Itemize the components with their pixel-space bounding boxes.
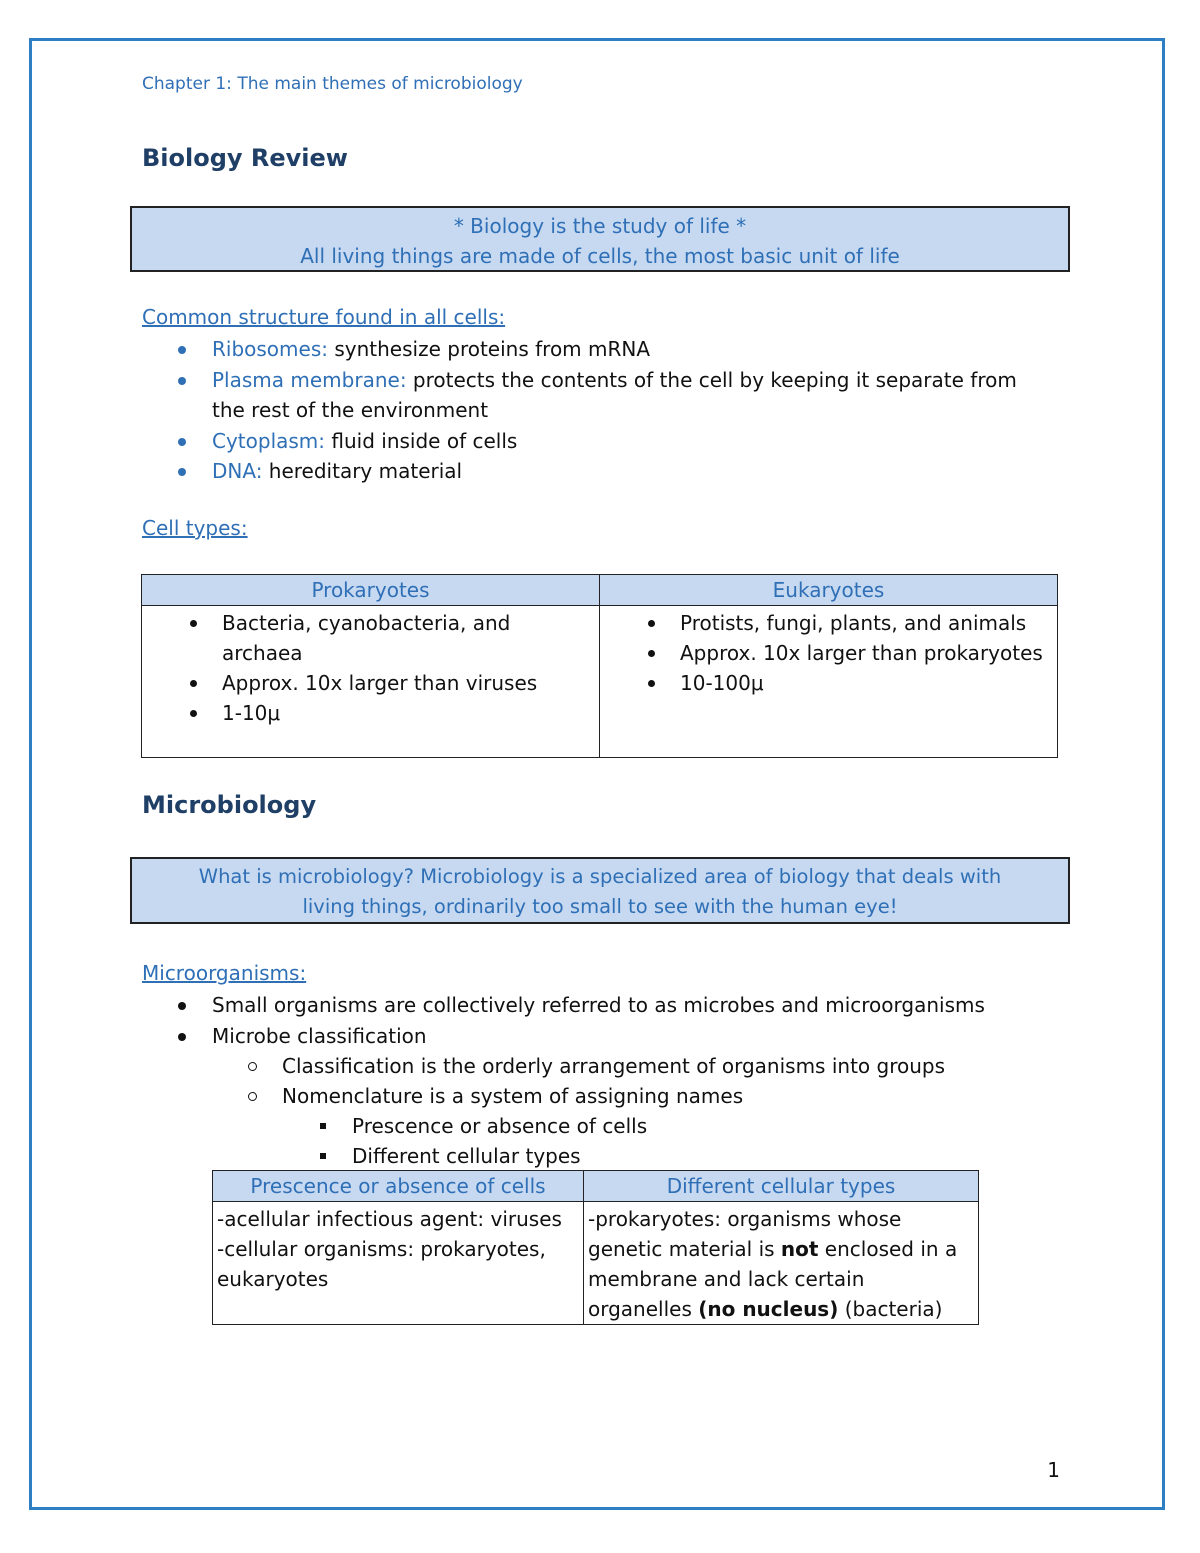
list-item: Protists, fungi, plants, and animals (600, 608, 1057, 638)
term: Plasma membrane: (212, 367, 407, 392)
classification-sublist (142, 1051, 1102, 1111)
section-title-biology-review: Biology Review (142, 144, 348, 172)
chapter-header: Chapter 1: The main themes of microbiology (142, 74, 523, 94)
bold-text: not (780, 1237, 819, 1261)
text: (bacteria) (838, 1297, 943, 1321)
list-item: Prescence or absence of cells (142, 1111, 1102, 1141)
table-header-eukaryotes: Eukaryotes (600, 575, 1058, 606)
callout-line-2: All living things are made of cells, the most basic unit of life (300, 244, 900, 268)
table-header-cellular-types: Different cellular types (584, 1171, 979, 1202)
cellular-types-cell (584, 1202, 979, 1325)
list-item: Different cellular types (142, 1141, 1102, 1171)
list-item: 1-10μ (142, 698, 599, 728)
text-line: -acellular infectious agent: viruses (217, 1207, 562, 1231)
desc: synthesize proteins from mRNA (328, 337, 651, 361)
text: -prokaryotes: organisms whose genetic material is (588, 1207, 902, 1261)
list-item: Bacteria, cyanobacteria, and archaea (142, 608, 599, 668)
callout-line-1: * Biology is the study of life * (453, 214, 747, 238)
presence-cell (213, 1202, 584, 1325)
text-line: -cellular organisms: prokaryotes, eukaryotes (217, 1237, 546, 1291)
desc: fluid inside of cells (325, 428, 518, 453)
list-item (142, 334, 1042, 365)
common-structure-heading: Common structure found in all cells: (142, 305, 506, 329)
section-title-microbiology: Microbiology (142, 791, 317, 819)
term: DNA: (212, 459, 263, 483)
eukaryotes-cell (600, 606, 1058, 758)
classification-table (212, 1170, 979, 1325)
nomenclature-sublist (142, 1111, 1102, 1171)
structure-list (142, 334, 1042, 487)
table-header-prokaryotes: Prokaryotes (142, 575, 600, 606)
list-item (142, 426, 1042, 457)
table-header-presence: Prescence or absence of cells (213, 1171, 584, 1202)
desc: hereditary material (262, 459, 463, 483)
callout-microbiology (130, 857, 1070, 924)
page-number: 1 (1047, 1458, 1060, 1482)
desc: protects the contents of the cell by keeping it separate from the rest of the environment (212, 367, 1017, 422)
list-item: 10-100μ (600, 668, 1057, 698)
list-item: Small organisms are collectively referred to as microbes and microorganisms (142, 990, 1102, 1021)
microorganisms-heading: Microorganisms: (142, 961, 307, 985)
callout-line-1: What is microbiology? Microbiology is a specialized area of biology that deals with (198, 865, 1002, 888)
list-item: Approx. 10x larger than viruses (142, 668, 599, 698)
term: Cytoplasm: (212, 428, 326, 453)
list-item: Approx. 10x larger than prokaryotes (600, 638, 1057, 668)
bold-text: (no nucleus) (698, 1297, 839, 1321)
callout-line-2: living things, ordinarily too small to see with the human eye! (302, 895, 898, 918)
list-item: Nomenclature is a system of assigning names (142, 1081, 1102, 1111)
microorganisms-list (142, 990, 1102, 1051)
list-item (142, 365, 1042, 426)
prokaryotes-cell (142, 606, 600, 758)
list-item: Microbe classification (142, 1021, 1102, 1052)
cell-types-heading: Cell types: (142, 516, 248, 540)
term: Ribosomes: (212, 337, 328, 361)
list-item (142, 456, 1042, 487)
list-item: Classification is the orderly arrangement of organisms into groups (142, 1051, 1102, 1081)
cell-types-table (141, 574, 1058, 758)
text: enclosed in a membrane and lack certain organelles (588, 1237, 958, 1321)
callout-biology (130, 206, 1070, 272)
